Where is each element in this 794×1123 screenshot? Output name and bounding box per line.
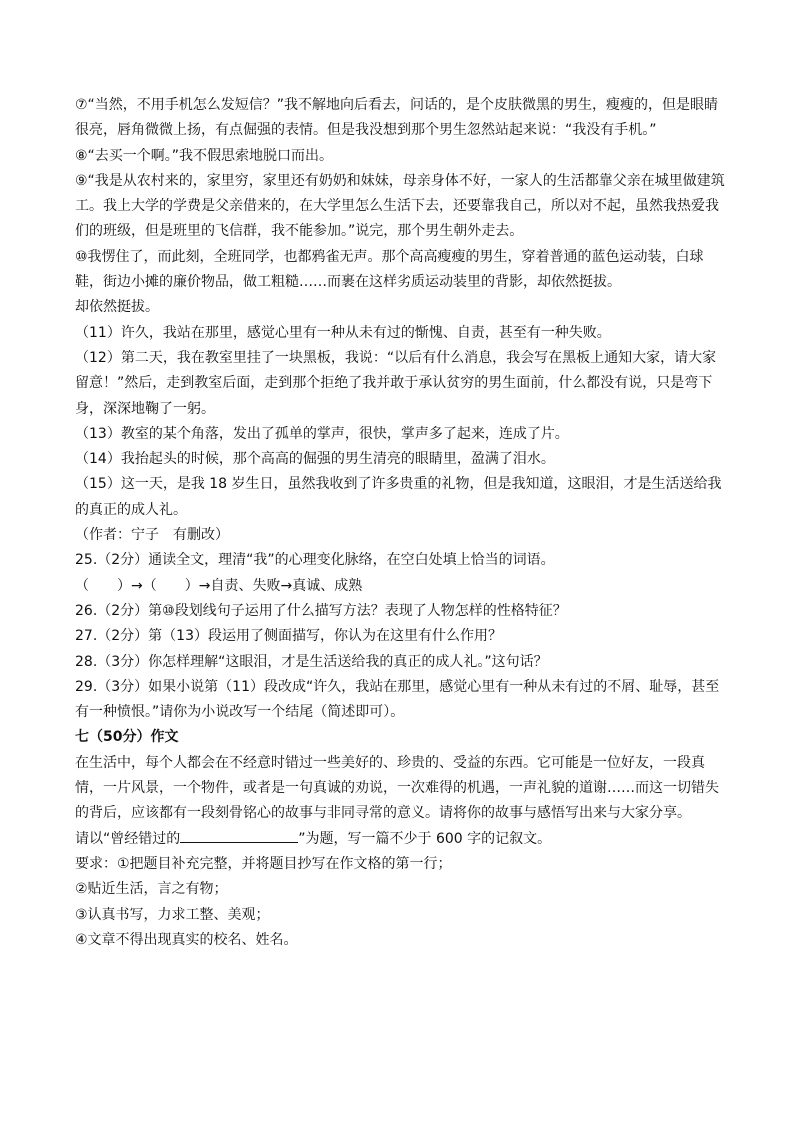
question-28: 28.（3分）你怎样理解“这眼泪，才是生活送给我的真正的成人礼。”这句话？ xyxy=(75,653,548,670)
question-25-answer-line: （ ）→（ ）→自责、失败→真诚、成熟 xyxy=(75,577,363,594)
paragraph-9: ⑨“我是从农村来的，家里穷，家里还有奶奶和妹妹，母亲身体不好，一家人的生活都靠父亲在城里做建筑工。我上大学的学费是父亲借来的，在大学里怎么生活下去，还要靠我自己，所以对不起，虽然我热爱我们的班级，但是班里的飞信群，我不能参加。”说完，那个男生朝外走去。 xyxy=(75,172,725,240)
question-29: 29.（3分）如果小说第（11）段改成“许久，我站在那里，感觉心里有一种从未有过的不屑、耻辱，甚至有一种愤恨。”请你为小说改写一个结尾（简述即可）。 xyxy=(75,678,720,721)
essay-heading: 七（50分）作文 xyxy=(75,729,179,746)
essay-requirement-4: ④文章不得出现真实的校名、姓名。 xyxy=(75,931,298,948)
essay-requirement-3: ③认真书写，力求工整、美观； xyxy=(75,906,270,923)
paragraph-15: （15）这一天，是我 18 岁生日，虽然我收到了许多贵重的礼物，但是我知道，这眼泪，才是生活送给我的真正的成人礼。 xyxy=(75,476,722,518)
document-page xyxy=(75,93,725,953)
essay-prompt-before: 请以“曾经错过的 xyxy=(75,830,181,847)
paragraph-7: ⑦“当然，不用手机怎么发短信？”我不解地向后看去，问话的，是个皮肤微黑的男生，瘦瘦的，但是眼睛很亮，唇角微微上扬，有点倔强的表情。但是我没想到那个男生忽然站起来说：“我没有手机。” xyxy=(75,97,719,139)
question-26: 26.（2分）第⑩段划线句子运用了什么描写方法？表现了人物怎样的性格特征？ xyxy=(75,602,567,619)
paragraph-12: （12）第二天，我在教室里挂了一块黑板，我说：“以后有什么消息，我会写在黑板上通知大家，请大家留意！”然后，走到教室后面，走到那个拒绝了我并敢于承认贫穷的男生面前，什么都没有说，只是弯下身，深深地鞠了一躬。 xyxy=(75,349,717,417)
paragraph-10: ⑩我愣住了，而此刻，全班同学，也都鸦雀无声。那个高高瘦瘦的男生，穿着普通的蓝色运动装，白球鞋，街边小摊的廉价物品，做工粗糙……而裹在这样劣质运动装里的背影，却依然挺拔。 xyxy=(75,248,704,291)
essay-requirement-1: 要求：①把题目补充完整，并将题目抄写在作文格的第一行； xyxy=(75,855,452,872)
question-27: 27.（2分）第（13）段运用了侧面描写，你认为在这里有什么作用？ xyxy=(75,628,502,645)
essay-prompt xyxy=(75,827,725,852)
essay-intro: 在生活中，每个人都会在不经意时错过一些美好的、珍贵的、受益的东西。它可能是一位好友，一段真情，一片风景，一个物件，或者是一句真诚的劝说，一次难得的机遇，一声礼貌的道谢……而这一切错失的背后，应该都有一段刻骨铭心的故事与非同寻常的意义。请将你的故事与感悟写出来与大家分享。 xyxy=(75,754,719,822)
paragraph-14: （14）我抬起头的时候，那个高高的倔强的男生清亮的眼睛里，盈满了泪水。 xyxy=(75,451,555,468)
paragraph-8: ⑧“去买一个啊。”我不假思索地脱口而出。 xyxy=(75,147,334,164)
title-blank xyxy=(180,828,298,843)
question-25: 25.（2分）通读全文，理清“我”的心理变化脉络，在空白处填上恰当的词语。 xyxy=(75,552,555,569)
essay-requirement-2: ②贴近生活，言之有物； xyxy=(75,881,228,898)
essay-prompt-after: ”为题，写一篇不少于 600 字的记叙文。 xyxy=(298,830,552,847)
paragraph-13: （13）教室的某个角落，发出了孤单的掌声，很快，掌声多了起来，连成了片。 xyxy=(75,425,569,442)
paragraph-10-repeat: 却依然挺拔。 xyxy=(75,299,159,316)
author-note: （作者：宁子 有删改） xyxy=(75,527,229,544)
paragraph-11: （11）许久，我站在那里，感觉心里有一种从未有过的惭愧、自责，甚至有一种失败。 xyxy=(75,324,611,341)
